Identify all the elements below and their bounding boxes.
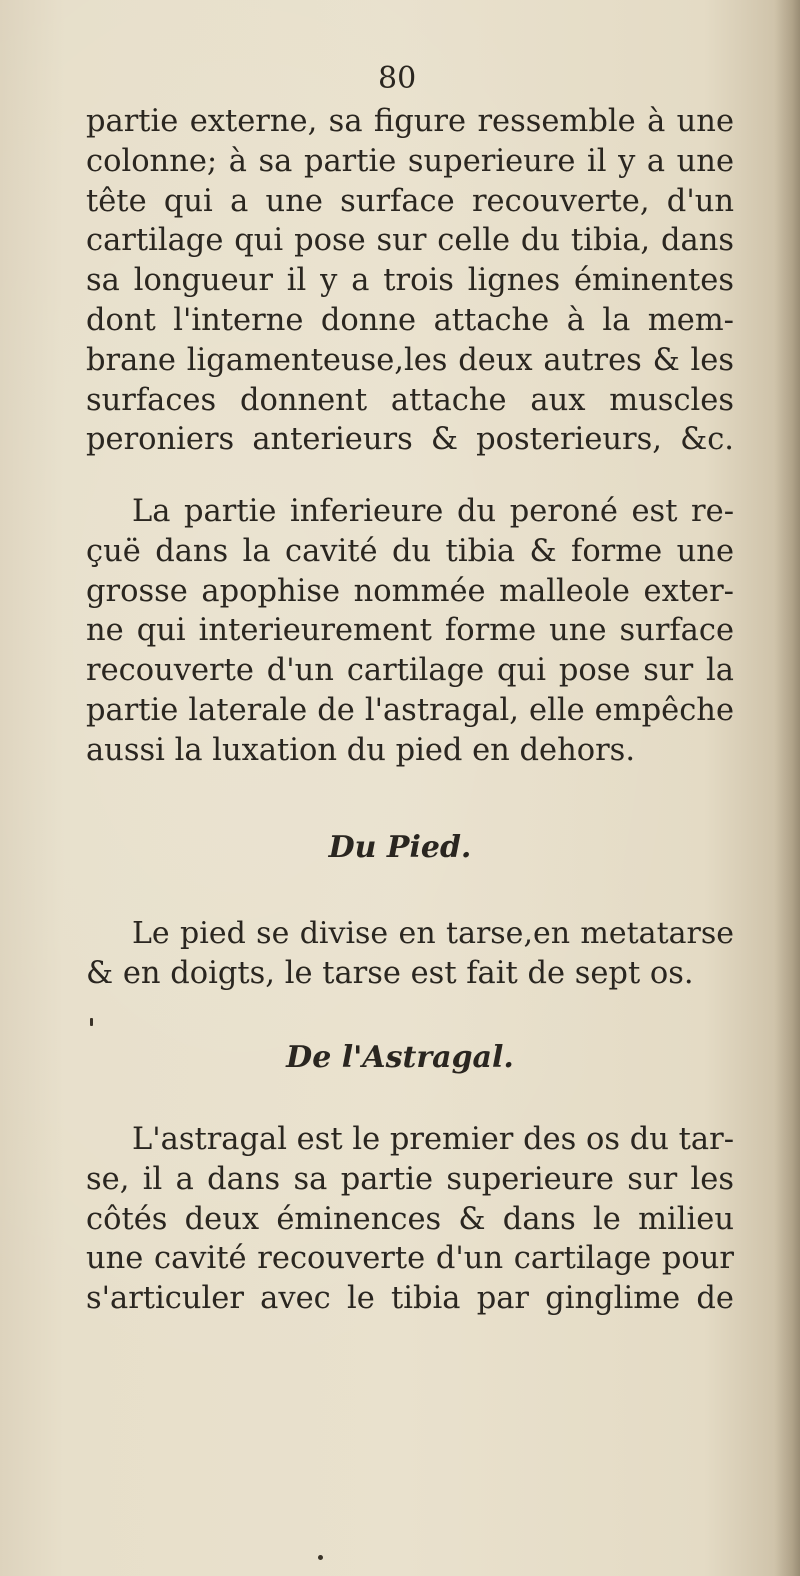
text-line: partie laterale de l'astragal, elle empêche <box>86 692 734 728</box>
text-line: aussi la luxation du pied en dehors. <box>86 732 636 768</box>
text-line: brane ligamenteuse,les deux autres & les <box>86 342 734 378</box>
text-line: surfaces donnent attache aux muscles <box>86 382 734 418</box>
text-line: La partie inferieure du peroné est re- <box>132 494 734 529</box>
paragraph-3 <box>86 914 734 994</box>
section-heading-astragal: De l'Astragal. <box>286 1040 514 1075</box>
text-line: sa longueur il y a trois lignes éminentes <box>86 263 734 299</box>
text-line: & en doigts, le tarse est fait de sept os. <box>86 955 694 991</box>
text-line: grosse apophise nommée malleole exter- <box>86 573 734 609</box>
text-line: recouverte d'un cartilage qui pose sur la <box>86 653 734 689</box>
text-line: dont l'interne donne attache à la mem- <box>86 302 734 338</box>
text-line: colonne; à sa partie superieure il y a une <box>86 143 734 179</box>
paragraph-4 <box>86 1120 734 1319</box>
ink-speck <box>318 1555 323 1560</box>
text-line: côtés deux éminences & dans le milieu <box>86 1201 734 1237</box>
text-line: tête qui a une surface recouverte, d'un <box>86 183 734 219</box>
text-line: peroniers anterieurs & posterieurs, &c. <box>86 422 734 458</box>
text-line: ne qui interieurement forme une surface <box>86 613 734 649</box>
paragraph-1 <box>86 102 734 460</box>
page-edge-shadow <box>774 0 800 1576</box>
text-line: une cavité recouverte d'un cartilage pour <box>86 1241 734 1277</box>
text-line: L'astragal est le premier des os du tar- <box>132 1122 734 1157</box>
ink-speck <box>90 1018 93 1026</box>
text-line: cartilage qui pose sur celle du tibia, dans <box>86 223 734 259</box>
text-line: s'articuler avec le tibia par ginglime de <box>86 1281 734 1317</box>
paragraph-2 <box>86 492 734 771</box>
text-line: partie externe, sa figure ressemble à une <box>86 104 734 139</box>
text-line: se, il a dans sa partie superieure sur les <box>86 1161 734 1197</box>
text-line: Le pied se divise en tarse,en metatarse <box>132 916 734 951</box>
page-number: 80 <box>378 61 417 96</box>
text-line: çuë dans la cavité du tibia & forme une <box>86 533 734 569</box>
section-heading-du-pied: Du Pied. <box>328 830 472 865</box>
